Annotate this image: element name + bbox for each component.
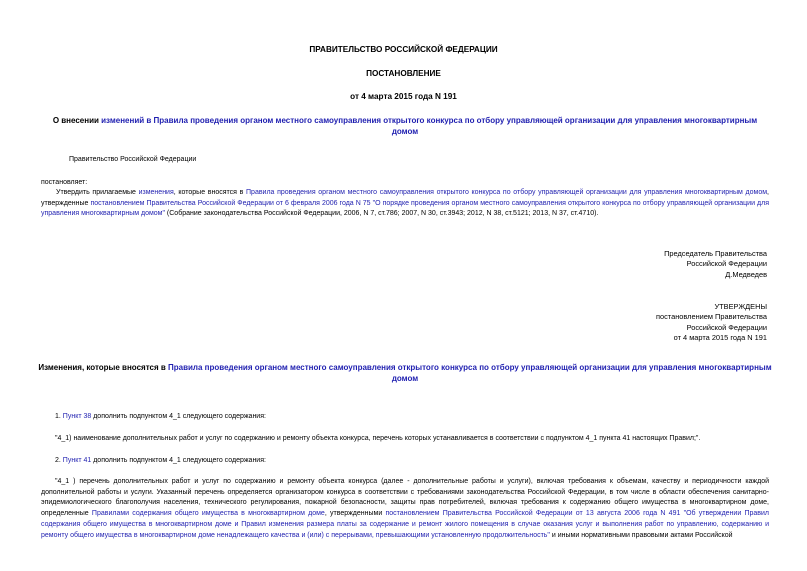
signature-name: Д.Медведев	[725, 269, 767, 279]
item-text: дополнить подпунктом 4_1 следующего содержания:	[91, 457, 266, 464]
government-heading: ПРАВИТЕЛЬСТВО РОССИЙСКОЙ ФЕДЕРАЦИИ	[309, 45, 498, 54]
link-resolution-491[interactable]: постановлением Правительства Российской Федерации от 13 августа 2006 года N 491 "Об утверждении Правил содержания общего имущества в многоквартирном доме и Правил изменения размера платы за содержание и ремонт жилого помещения в случае оказания услуг и выполнения работ по управлению, содержанию и ремонту общего имущества в многоквартирном доме ненадлежащего качества и (или) с перерывами, превышающими установленную продолжительность"	[41, 510, 769, 539]
approval-date: от 4 марта 2015 года N 191	[673, 332, 767, 342]
title-prefix: О внесении	[52, 116, 102, 125]
preamble-resolves: постановляет:	[41, 179, 88, 186]
signature-block	[664, 249, 767, 280]
document-date: от 4 марта 2015 года N 191	[350, 92, 457, 101]
signature-title: Председатель Правительства	[664, 249, 767, 258]
title-link[interactable]: изменений в Правила проведения органом местного самоуправления открытого конкурса по отбору управляющей организации для управления многоквартирным домом	[101, 116, 758, 136]
decree-paragraph	[41, 188, 769, 220]
item-2	[55, 456, 767, 467]
approval-line: постановлением Правительства	[656, 312, 767, 322]
link-point-38[interactable]: Пункт 38	[62, 413, 92, 420]
changes-title-link[interactable]: Правила проведения органом местного самоуправления открытого конкурса по отбору управляющей организации для управления многоквартирным домом	[168, 363, 772, 383]
item-number: 2.	[55, 457, 63, 464]
item-text: дополнить подпунктом 4_1 следующего содержания:	[91, 413, 266, 420]
item-text: и иными нормативными правовыми актами Российской	[549, 531, 733, 539]
approval-block	[656, 302, 767, 343]
link-resolution-75[interactable]: постановлением Правительства Российской Федерации от 6 февраля 2006 года N 75 "О порядке проведения органом местного самоуправления открытого конкурса по отбору управляющей организации для управления многоквартирным домом"	[41, 199, 769, 218]
document-title	[44, 115, 766, 137]
item-2-quote	[41, 477, 769, 541]
decree-text: , которые вносятся в	[173, 189, 247, 196]
changes-title-prefix: Изменения, которые вносятся в	[38, 363, 168, 372]
link-rules[interactable]: Правила проведения органом местного самоуправления открытого конкурса по отбору управляющей организации для управления многоквартирным домом	[246, 189, 768, 196]
document-type: ПОСТАНОВЛЕНИЕ	[366, 69, 441, 78]
link-maintenance-rules[interactable]: Правилами содержания общего имущества в многоквартирном доме	[91, 510, 325, 518]
signature-country: Российской Федерации	[686, 259, 767, 269]
changes-title	[30, 362, 780, 384]
decree-text: , утвержденные	[41, 189, 769, 207]
decree-text: Утвердить прилагаемые	[56, 189, 139, 196]
item-text: "4_1 ) перечень дополнительных работ и услуг по содержанию и ремонту объекта конкурса (далее - дополнительные работы и услуги), включая требования к объемам, качеству и периодичности каждой дополнительной работы и услуги. Указанный перечень определяется организатором конкурса в соответствии с требованиями законодательства Российской Федерации, в том числе в области обеспечения санитарно-эпидемиологического благополучия населения, технического регулирования, пожарной безопасности, защиты прав потребителей, включая требования к содержанию общего имущества в многоквартирном доме, определенные	[41, 478, 769, 518]
preamble-government: Правительство Российской Федерации	[69, 156, 197, 163]
item-text: , утвержденными	[324, 510, 386, 518]
link-changes[interactable]: изменения	[138, 189, 174, 196]
item-1-quote: "4_1) наименование дополнительных работ и услуг по содержанию и ремонту объекта конкурса, перечень которых устанавливается в соответствии с подпунктом 4_1 пункта 41 настоящих Правил;".	[55, 435, 701, 442]
link-point-41[interactable]: Пункт 41	[62, 457, 92, 464]
decree-text: (Собрание законодательства Российской Федерации, 2006, N 7, ст.786; 2007, N 30, ст.3943; 2012, N 38, ст.5121; 2013, N 37, ст.4710).	[164, 210, 599, 218]
approval-heading: УТВЕРЖДЕНЫ	[714, 302, 767, 311]
item-1	[55, 412, 767, 423]
item-number: 1.	[55, 413, 63, 420]
approval-line: Российской Федерации	[686, 322, 767, 332]
